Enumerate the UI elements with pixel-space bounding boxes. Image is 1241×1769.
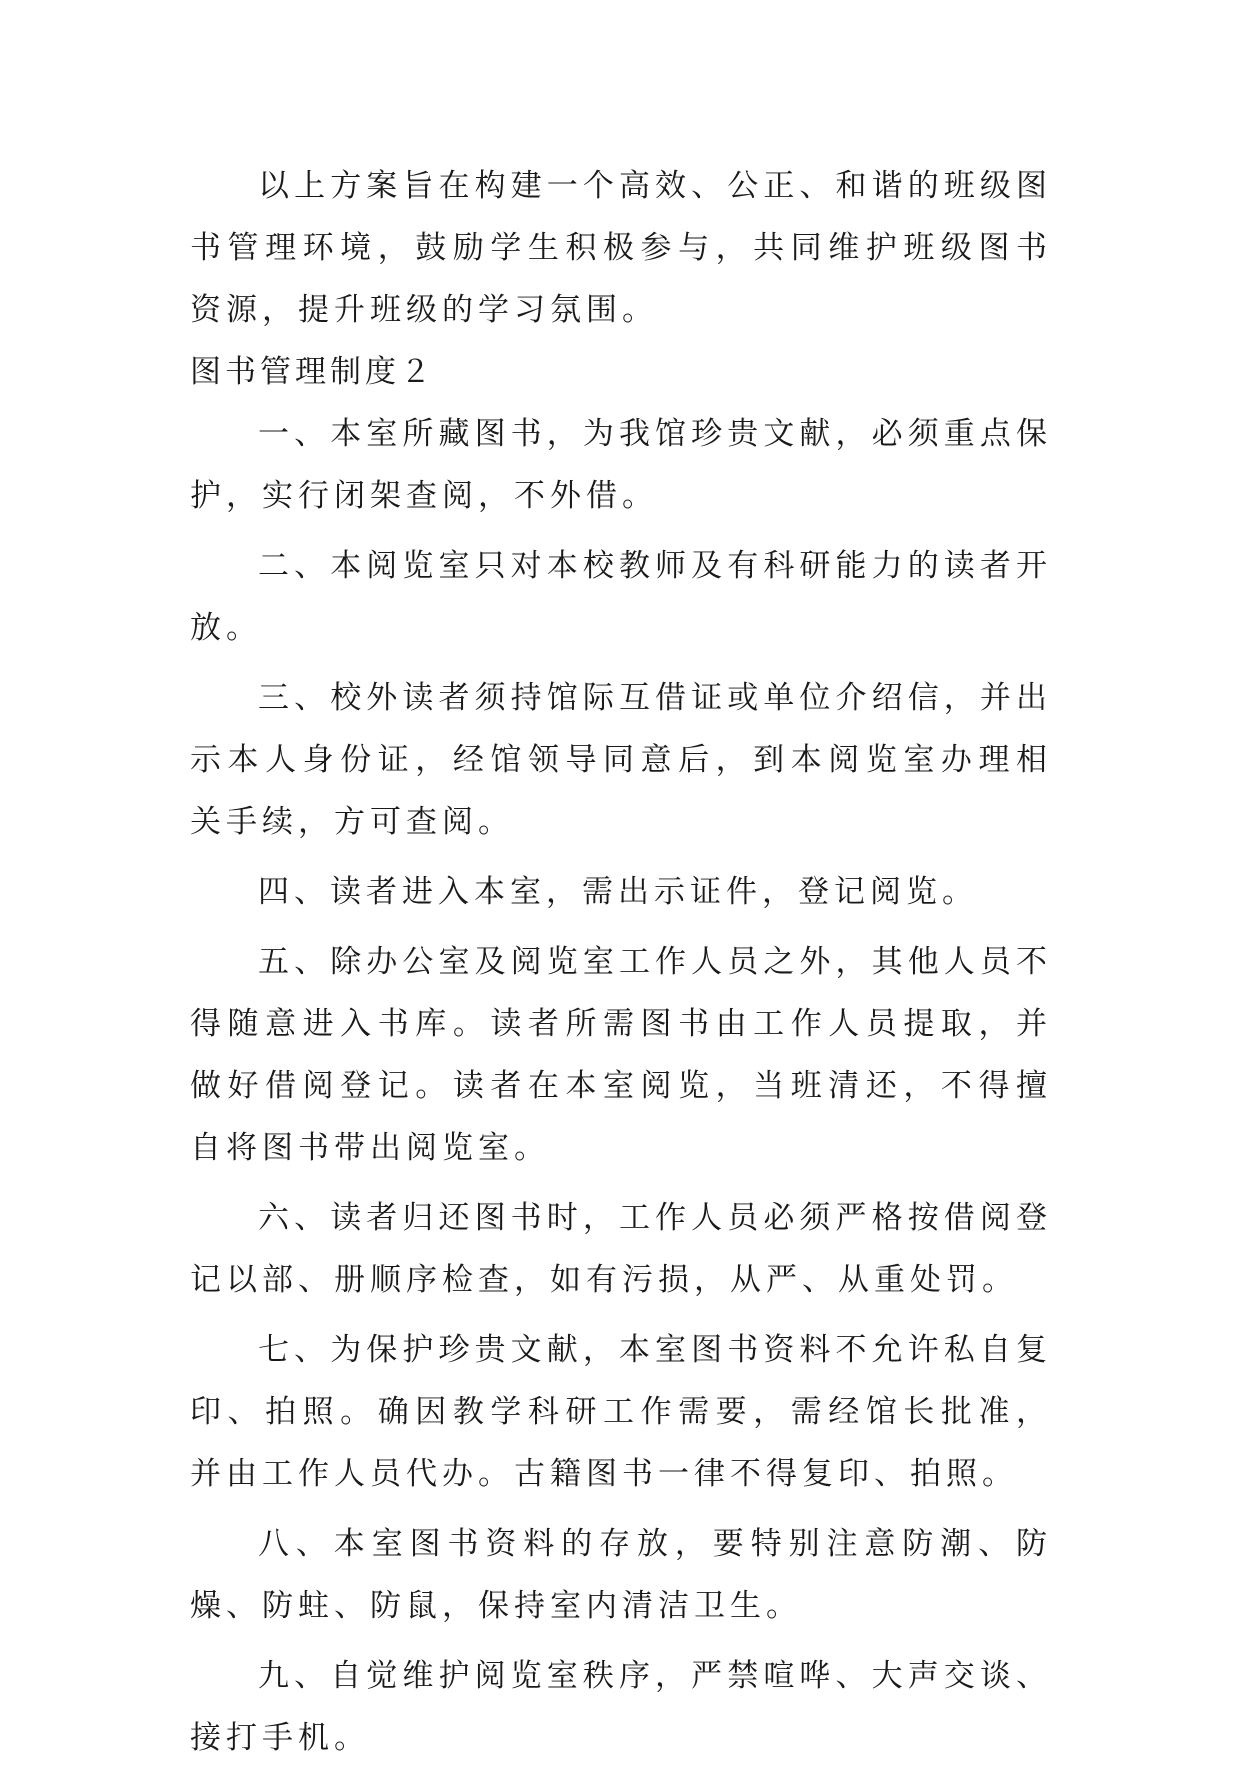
rule-4: 四、读者进入本室，需出示证件，登记阅览。 [258,874,978,910]
rule-9: 九、自觉维护阅览室秩序，严禁喧哗、大声交谈、接打手机。 [190,1658,1052,1756]
rule-2: 二、本阅览室只对本校教师及有科研能力的读者开放。 [190,548,1052,646]
rule-3: 三、校外读者须持馆际互借证或单位介绍信，并出示本人身份证，经馆领导同意后，到本阅览室办理相关手续，方可查阅。 [190,680,1052,840]
rule-6: 六、读者归还图书时，工作人员必须严格按借阅登记以部、册顺序检查，如有污损，从严、从重处罚。 [190,1200,1052,1298]
rule-5: 五、除办公室及阅览室工作人员之外，其他人员不得随意进入书库。读者所需图书由工作人员提取，并做好借阅登记。读者在本室阅览，当班清还，不得擅自将图书带出阅览室。 [190,944,1052,1166]
section-title: 图书管理制度２ [190,354,435,390]
rule-8: 八、本室图书资料的存放，要特别注意防潮、防燥、防蛀、防鼠，保持室内清洁卫生。 [190,1526,1052,1624]
rule-1: 一、本室所藏图书，为我馆珍贵文献，必须重点保护，实行闭架查阅，不外借。 [190,416,1052,514]
intro-paragraph: 以上方案旨在构建一个高效、公正、和谐的班级图书管理环境，鼓励学生积极参与，共同维护班级图书资源，提升班级的学习氛围。 [190,168,1052,328]
rule-7: 七、为保护珍贵文献，本室图书资料不允许私自复印、拍照。确因教学科研工作需要，需经馆长批准，并由工作人员代办。古籍图书一律不得复印、拍照。 [190,1332,1052,1492]
document-body [190,155,1052,1769]
